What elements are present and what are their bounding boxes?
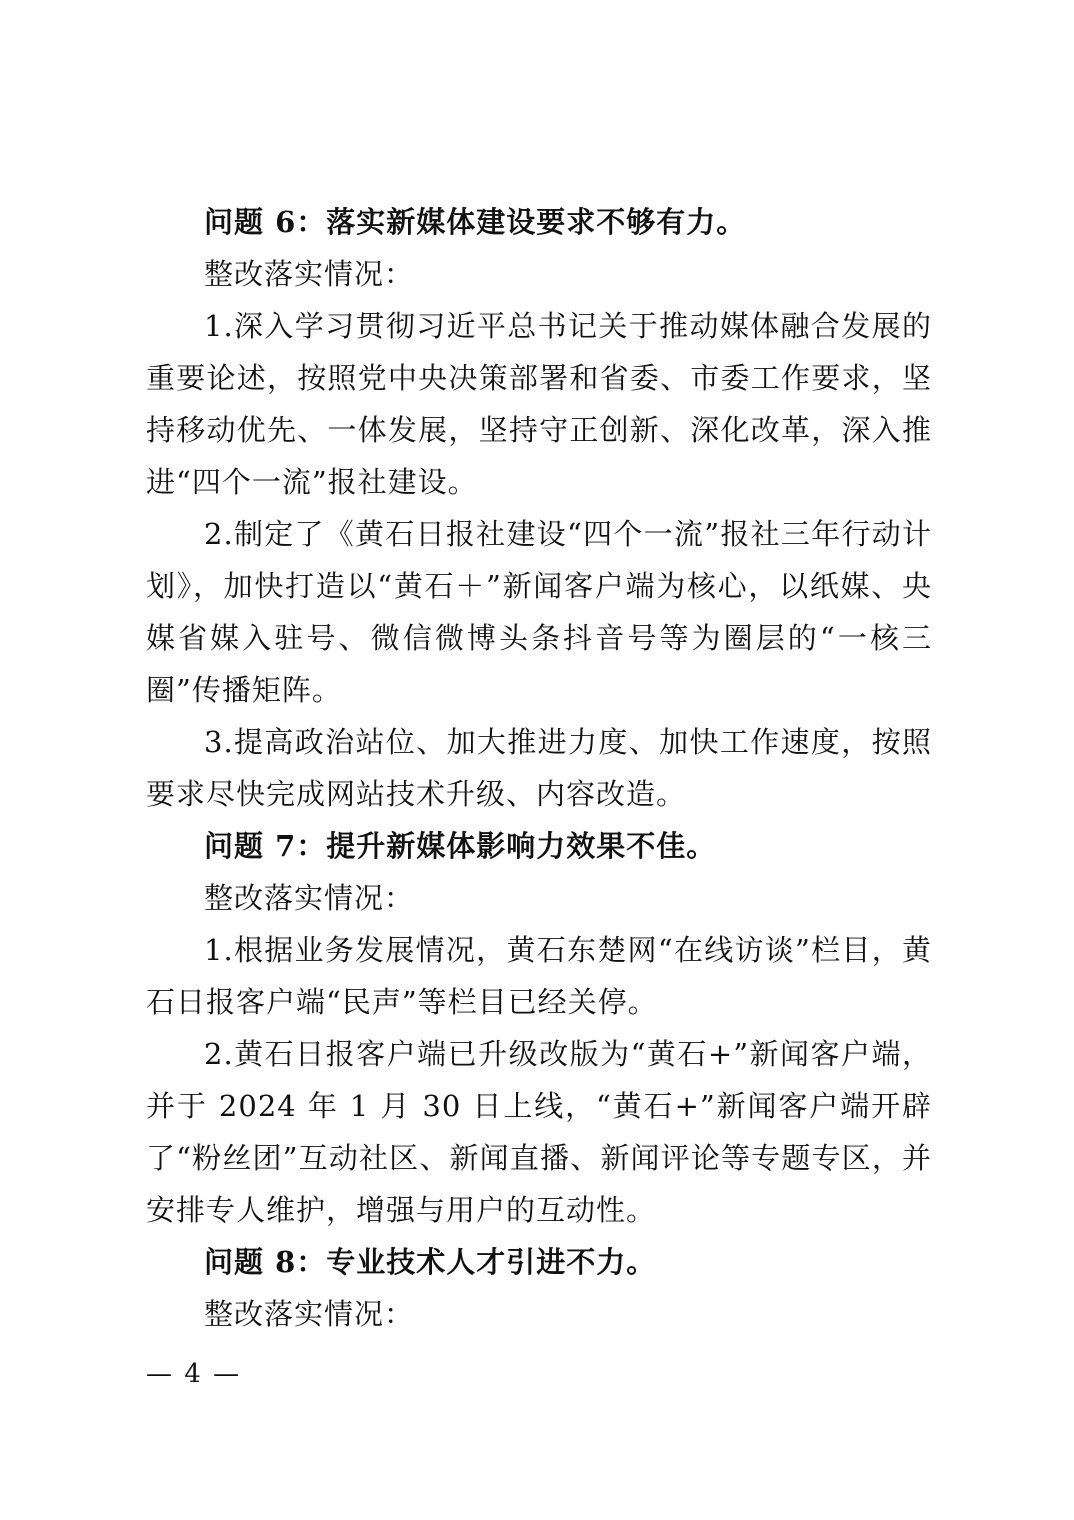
rectification-label: 整改落实情况： (204, 881, 415, 915)
issue-6-item-1: 1.深入学习贯彻习近平总书记关于推动媒体融合发展的重要论述，按照党中央决策部署和省委、市委工作要求，坚持移动优先、一体发展，坚持守正创新、深化改革，深入推进“四个一流”报社建设。 (146, 309, 932, 499)
issue-7-item-2: 2.黄石日报客户端已升级改版为“黄石+”新闻客户端，并于 2024 年 1 月 30 日上线，“黄石+”新闻客户端开辟了“粉丝团”互动社区、新闻直播、新闻评论等专题专区，并安排专人维护，增强与用户的互动性。 (146, 1037, 932, 1227)
document-body (146, 196, 932, 1340)
issue-7-item-1: 1.根据业务发展情况，黄石东楚网“在线访谈”栏目，黄石日报客户端“民声”等栏目已经关停。 (146, 933, 932, 1019)
issue-6-heading: 问题 6：落实新媒体建设要求不够有力。 (204, 205, 747, 239)
issue-6-item-3: 3.提高政治站位、加大推进力度、加快工作速度，按照要求尽快完成网站技术升级、内容改造。 (146, 725, 932, 811)
rectification-label: 整改落实情况： (204, 1297, 415, 1331)
page-number: — 4 — (146, 1359, 242, 1389)
issue-6-item-2: 2.制定了《黄石日报社建设“四个一流”报社三年行动计划》，加快打造以“黄石＋”新闻客户端为核心，以纸媒、央媒省媒入驻号、微信微博头条抖音号等为圈层的“一核三圈”传播矩阵。 (146, 517, 932, 707)
issue-8-heading: 问题 8：专业技术人才引进不力。 (204, 1245, 657, 1279)
issue-7-heading: 问题 7：提升新媒体影响力效果不佳。 (204, 829, 717, 863)
rectification-label: 整改落实情况： (204, 257, 415, 291)
